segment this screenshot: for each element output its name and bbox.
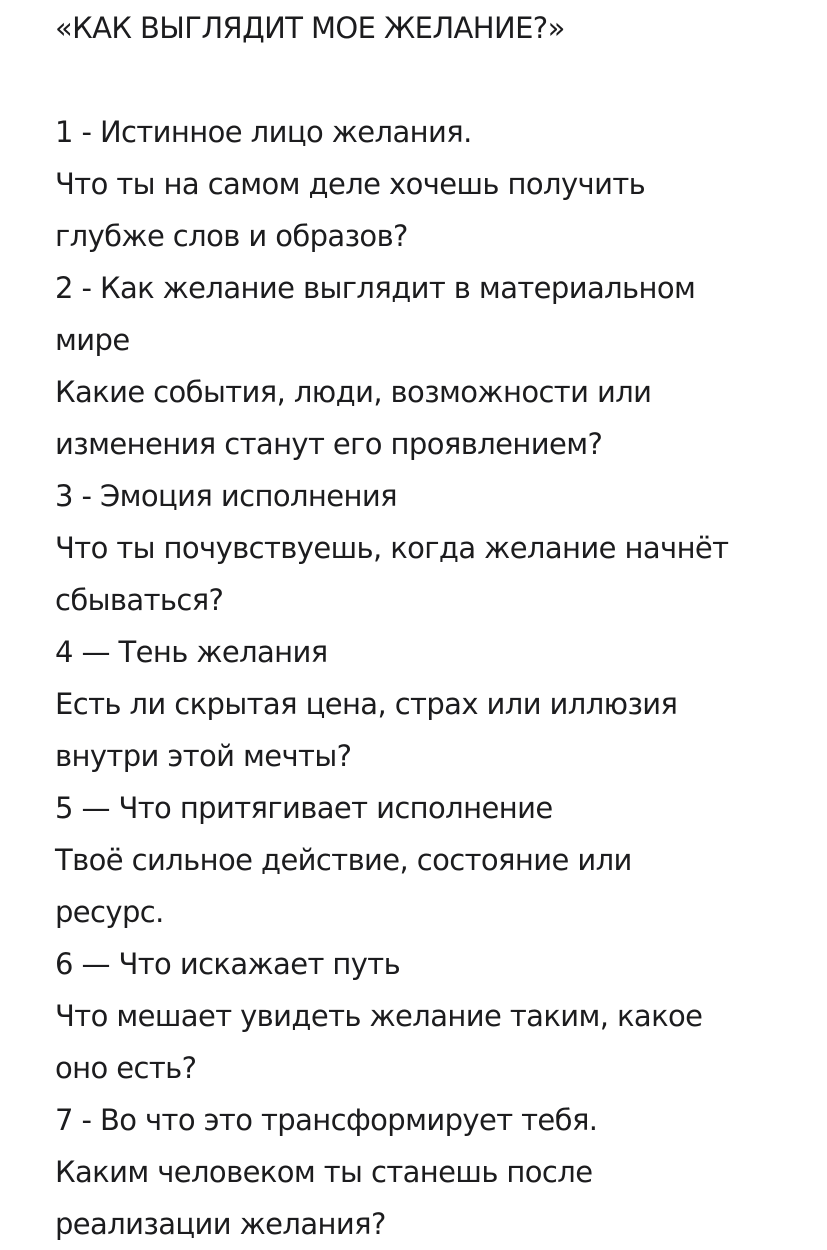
text-line: 5 — Что притягивает исполнение [55,791,553,825]
blank-line [55,54,815,106]
text-line: Какие события, люди, возможности или [55,375,652,409]
text-line: 3 - Эмоция исполнения [55,479,397,513]
text-line: 6 — Что искажает путь [55,947,401,981]
text-line: внутри этой мечты? [55,739,352,773]
text-line: 2 - Как желание выглядит в материальном [55,271,696,305]
text-line: 1 - Истинное лицо желания. [55,115,472,149]
text-line: Твоё сильное действие, состояние или [55,843,632,877]
text-line: оно есть? [55,1051,197,1085]
text-line: реализации желания? [55,1207,386,1241]
text-line: Что мешает увидеть желание таким, какое [55,999,703,1033]
document-title: «КАК ВЫГЛЯДИТ МОЕ ЖЕЛАНИЕ?» [55,11,565,45]
text-line: Что ты на самом деле хочешь получить [55,167,646,201]
text-line: Что ты почувствуешь, когда желание начнёт [55,531,729,565]
text-line: сбываться? [55,583,224,617]
text-line: ресурс. [55,895,164,929]
text-line: 4 — Тень желания [55,635,328,669]
text-line: мире [55,323,130,357]
text-line: Есть ли скрытая цена, страх или иллюзия [55,687,678,721]
text-line: Каким человеком ты станешь после [55,1155,593,1189]
text-line: изменения станут его проявлением? [55,427,603,461]
text-line: глубже слов и образов? [55,219,408,253]
document-body [55,0,815,1250]
text-line: 7 - Во что это трансформирует тебя. [55,1103,598,1137]
